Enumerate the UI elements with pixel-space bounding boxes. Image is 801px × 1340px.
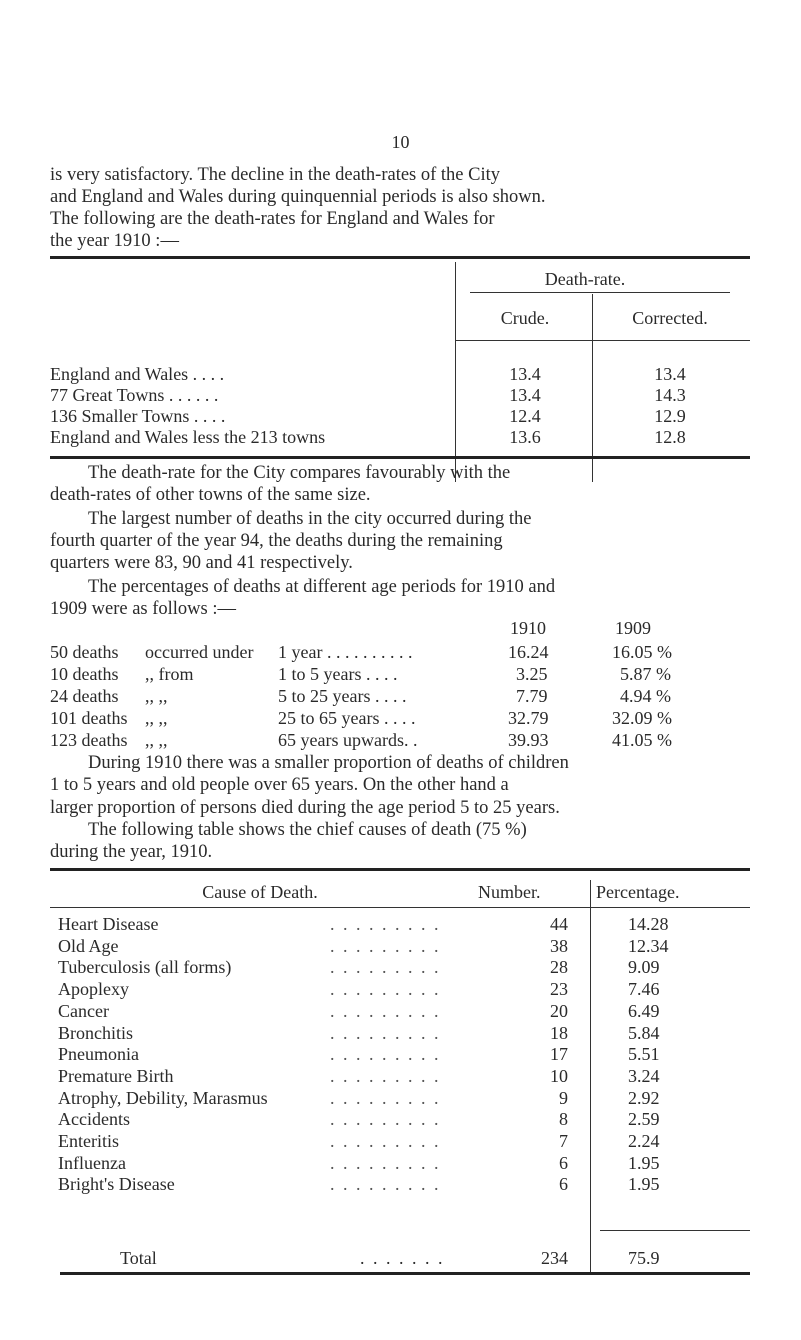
leader-dots: . . . . . . . . .	[330, 1022, 441, 1043]
intro-line: and England and Wales during quinquennial periods is also shown.	[50, 187, 546, 207]
leader-dots: . . . . . . . . .	[330, 957, 441, 978]
cause-percentage: 5.51	[628, 1044, 660, 1065]
death-rate-group-header: Death-rate.	[544, 269, 626, 289]
leader-dots: . . . . . . . . .	[330, 1065, 441, 1086]
crude-value: 13.4	[509, 385, 541, 405]
cause-number: 44	[518, 914, 568, 935]
value-1910: 7.79	[516, 686, 548, 706]
middle-line: quarters were 83, 90 and 41 respectively.	[50, 553, 353, 573]
cause-number: 7	[518, 1131, 568, 1152]
cause-percentage: 5.84	[628, 1022, 660, 1043]
leader-dots: . . . . . . . . .	[330, 1044, 441, 1065]
intro-line: the year 1910 :—	[50, 231, 179, 251]
intro-line: The following are the death-rates for England and Wales for	[50, 209, 495, 229]
table-top-rule	[50, 256, 750, 259]
cause-number: 38	[518, 936, 568, 957]
cause-number: 28	[518, 957, 568, 978]
value-1909: 5.87 %	[620, 664, 671, 684]
group-header-rule	[470, 292, 730, 293]
middle-line: The death-rate for the City compares favourably with the	[88, 463, 511, 483]
age-range: 25 to 65 years . . . .	[278, 708, 416, 728]
year-header-1909: 1909	[615, 618, 651, 638]
cause-name: Apoplexy	[58, 979, 129, 1000]
cause-number: 10	[518, 1066, 568, 1087]
crude-value: 13.4	[509, 364, 541, 384]
table-bottom-rule	[50, 456, 750, 459]
death-count: 50 deaths	[50, 642, 119, 662]
cause-name: Bronchitis	[58, 1022, 133, 1043]
header-bottom-rule	[455, 340, 750, 341]
middle-line: The percentages of deaths at different age periods for 1910 and	[88, 577, 556, 597]
page-number: 10	[391, 132, 410, 152]
cause-percentage: 2.92	[628, 1087, 660, 1108]
cause-percentage: 1.95	[628, 1174, 660, 1195]
row-label: 136 Smaller Towns . . . .	[50, 406, 226, 426]
intro-line: is very satisfactory. The decline in the death-rates of the City	[50, 165, 501, 185]
table-top-rule	[50, 868, 750, 871]
total-leader: . . . . . . .	[360, 1248, 445, 1268]
value-1909: 4.94 %	[620, 686, 671, 706]
cause-percentage: 9.09	[628, 957, 660, 978]
after-line: During 1910 there was a smaller proportion of deaths of children	[88, 753, 569, 773]
year-header-1910: 1910	[510, 618, 546, 638]
cause-number: 17	[518, 1044, 568, 1065]
corrected-value: 13.4	[654, 364, 686, 384]
cause-number: 6	[518, 1153, 568, 1174]
leader-dots: . . . . . . . . .	[330, 1131, 441, 1151]
value-1909: 41.05 %	[612, 730, 672, 750]
after-line: during the year, 1910.	[50, 842, 213, 862]
table-bottom-rule	[60, 1272, 750, 1275]
total-number: 234	[541, 1248, 568, 1268]
death-count: 123 deaths	[50, 730, 128, 750]
column-divider	[455, 262, 456, 482]
number-header: Number.	[478, 882, 541, 902]
age-range: 1 to 5 years . . . .	[278, 664, 398, 684]
cause-name: Enteritis	[58, 1131, 119, 1151]
age-range: 5 to 25 years . . . .	[278, 686, 407, 706]
crude-value: 12.4	[509, 406, 541, 426]
cause-percentage: 7.46	[628, 979, 660, 1000]
row-label: 77 Great Towns . . . . . .	[50, 385, 219, 405]
value-1910: 3.25	[516, 664, 548, 684]
value-1909: 32.09 %	[612, 708, 672, 728]
middle-line: The largest number of deaths in the city occurred during the	[88, 509, 532, 529]
column-divider	[590, 880, 591, 1275]
cause-percentage: 12.34	[628, 935, 669, 956]
leader-dots: . . . . . . . . .	[330, 914, 441, 934]
cause-name: Accidents	[58, 1109, 130, 1130]
value-1909: 16.05 %	[612, 642, 672, 662]
cause-name: Atrophy, Debility, Marasmus	[58, 1087, 268, 1108]
cause-name: Heart Disease	[58, 914, 159, 934]
crude-value: 13.6	[509, 427, 541, 447]
leader-dots: . . . . . . . . .	[330, 935, 441, 956]
cause-number: 18	[518, 1023, 568, 1044]
corrected-value: 14.3	[654, 385, 686, 405]
cause-name: Bright's Disease	[58, 1174, 175, 1195]
cause-number: 20	[518, 1001, 568, 1022]
cause-percentage: 1.95	[628, 1152, 660, 1173]
crude-header: Crude.	[500, 308, 550, 328]
after-line: 1 to 5 years and old people over 65 years. On the other hand a	[50, 775, 509, 795]
cause-name: Tuberculosis (all forms)	[58, 957, 232, 978]
total-rule	[600, 1230, 750, 1231]
cause-number: 9	[518, 1088, 568, 1109]
cause-percentage: 3.24	[628, 1065, 660, 1086]
middle-line: 1909 were as follows :—	[50, 599, 236, 619]
ditto-text: ,, from	[145, 664, 194, 684]
after-line: larger proportion of persons died during the age period 5 to 25 years.	[50, 798, 560, 818]
leader-dots: . . . . . . . . .	[330, 1109, 441, 1130]
ditto-text: ,, ,,	[145, 730, 168, 750]
cause-name: Premature Birth	[58, 1065, 174, 1086]
cause-number: 6	[518, 1174, 568, 1195]
cause-name: Cancer	[58, 1000, 109, 1021]
cause-header: Cause of Death.	[202, 882, 318, 902]
death-count: 10 deaths	[50, 664, 119, 684]
ditto-text: occurred under	[145, 642, 254, 662]
leader-dots: . . . . . . . . .	[330, 1174, 441, 1195]
total-label: Total	[120, 1248, 157, 1268]
cause-number: 8	[518, 1109, 568, 1130]
age-range: 1 year . . . . . . . . . .	[278, 642, 413, 662]
percentage-header: Percentage.	[596, 882, 680, 902]
leader-dots: . . . . . . . . .	[330, 1152, 441, 1173]
cause-number: 23	[518, 979, 568, 1000]
column-divider	[592, 294, 593, 482]
ditto-text: ,, ,,	[145, 708, 168, 728]
leader-dots: . . . . . . . . .	[330, 1087, 441, 1108]
after-line: The following table shows the chief causes of death (75 %)	[88, 820, 527, 840]
leader-dots: . . . . . . . . .	[330, 979, 441, 1000]
value-1910: 39.93	[508, 730, 549, 750]
cause-percentage: 14.28	[628, 914, 669, 934]
cause-name: Old Age	[58, 935, 119, 956]
ditto-text: ,, ,,	[145, 686, 168, 706]
age-range: 65 years upwards. .	[278, 730, 418, 750]
corrected-header: Corrected.	[632, 308, 708, 328]
cause-name: Influenza	[58, 1152, 126, 1173]
cause-percentage: 6.49	[628, 1000, 660, 1021]
leader-dots: . . . . . . . . .	[330, 1000, 441, 1021]
cause-percentage: 2.59	[628, 1109, 660, 1130]
total-percentage: 75.9	[628, 1248, 660, 1268]
death-count: 101 deaths	[50, 708, 128, 728]
header-bottom-rule	[50, 907, 750, 908]
corrected-value: 12.9	[654, 406, 686, 426]
row-label: England and Wales . . . .	[50, 364, 225, 384]
death-count: 24 deaths	[50, 686, 119, 706]
cause-percentage: 2.24	[628, 1131, 660, 1151]
cause-name: Pneumonia	[58, 1044, 139, 1065]
middle-line: death-rates of other towns of the same size.	[50, 485, 371, 505]
value-1910: 32.79	[508, 708, 549, 728]
corrected-value: 12.8	[654, 427, 686, 447]
value-1910: 16.24	[508, 642, 549, 662]
row-label: England and Wales less the 213 towns	[50, 427, 326, 447]
middle-line: fourth quarter of the year 94, the deaths during the remaining	[50, 531, 503, 551]
